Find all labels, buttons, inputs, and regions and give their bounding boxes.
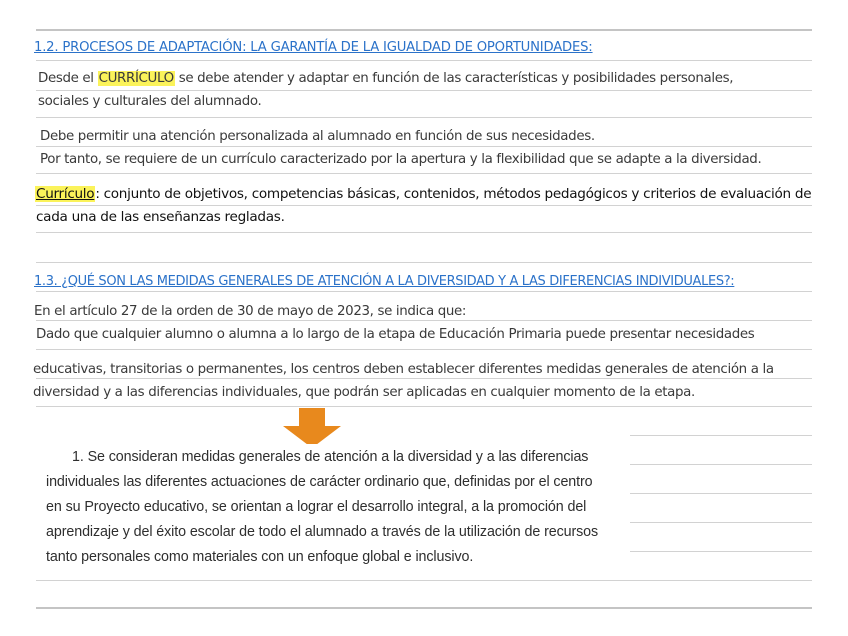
law-excerpt-box <box>38 444 624 572</box>
ruled-line <box>630 493 812 494</box>
ruled-line <box>36 60 812 61</box>
paragraph-line: Dado que cualquier alumno o alumna a lo largo de la etapa de Educación Primaria puede presentar necesidades <box>36 327 755 342</box>
section-heading-1-3: 1.3. ¿QUÉ SON LAS MEDIDAS GENERALES DE ATENCIÓN A LA DIVERSIDAD Y A LAS DIFERENCIAS INDIVIDUALES?: <box>34 274 735 289</box>
excerpt-line: 1. Se consideran medidas generales de atención a la diversidad y a las diferencias <box>72 449 589 465</box>
paragraph-line: Por tanto, se requiere de un currículo caracterizado por la apertura y la flexibilidad que se adapte a la diversidad. <box>40 152 762 167</box>
section-heading-1-2: 1.2. PROCESOS DE ADAPTACIÓN: LA GARANTÍA DE LA IGUALDAD DE OPORTUNIDADES: <box>34 40 593 55</box>
definition-line: cada una de las enseñanzas regladas. <box>36 209 285 225</box>
ruled-line <box>36 90 812 91</box>
definition-text: : conjunto de objetivos, competencias básicas, contenidos, métodos pedagógicos y criterios de evaluación de <box>95 186 812 202</box>
down-arrow-icon <box>283 408 341 448</box>
ruled-line <box>36 349 812 350</box>
paragraph-line: diversidad y a las diferencias individuales, que podrán ser aplicadas en cualquier momento de la etapa. <box>33 385 695 400</box>
ruled-line <box>36 406 812 407</box>
ruled-line <box>36 173 812 174</box>
ruled-line <box>36 146 812 147</box>
excerpt-line: aprendizaje y del éxito escolar de todo el alumnado a través de la utilización de recursos <box>46 524 599 540</box>
ruled-line <box>36 205 812 206</box>
paragraph-line: educativas, transitorias o permanentes, los centros deben establecer diferentes medidas generales de atención a la <box>33 362 774 377</box>
excerpt-line: en su Proyecto educativo, se orientan a lograr el desarrollo integral, a la promoción del <box>46 499 587 515</box>
definition-line <box>35 186 811 202</box>
highlighted-term: CURRÍCULO <box>98 71 174 86</box>
paragraph-line: En el artículo 27 de la orden de 30 de mayo de 2023, se indica que: <box>34 304 467 319</box>
ruled-line <box>630 522 812 523</box>
ruled-line <box>630 435 812 436</box>
ruled-line <box>36 580 812 581</box>
excerpt-line: individuales las diferentes actuaciones de carácter ordinario que, definidas por el centro <box>46 474 593 490</box>
ruled-line <box>36 262 812 263</box>
definition-term: Currículo <box>36 186 95 202</box>
ruled-line <box>36 291 812 292</box>
ruled-line <box>36 607 812 609</box>
paragraph-line: sociales y culturales del alumnado. <box>38 94 262 109</box>
ruled-line <box>630 464 812 465</box>
excerpt-line: tanto personales como materiales con un enfoque global e inclusivo. <box>46 549 474 565</box>
text-fragment: se debe atender y adaptar en función de las características y posibilidades personales, <box>174 71 734 86</box>
ruled-line <box>630 551 812 552</box>
paragraph-line: Debe permitir una atención personalizada al alumnado en función de sus necesidades. <box>40 129 595 144</box>
ruled-line <box>36 232 812 233</box>
text-fragment: Desde el <box>38 71 98 86</box>
ruled-line <box>36 320 812 321</box>
ruled-line <box>36 29 812 31</box>
paragraph-line <box>38 71 733 86</box>
ruled-line <box>36 117 812 118</box>
ruled-line <box>36 378 812 379</box>
